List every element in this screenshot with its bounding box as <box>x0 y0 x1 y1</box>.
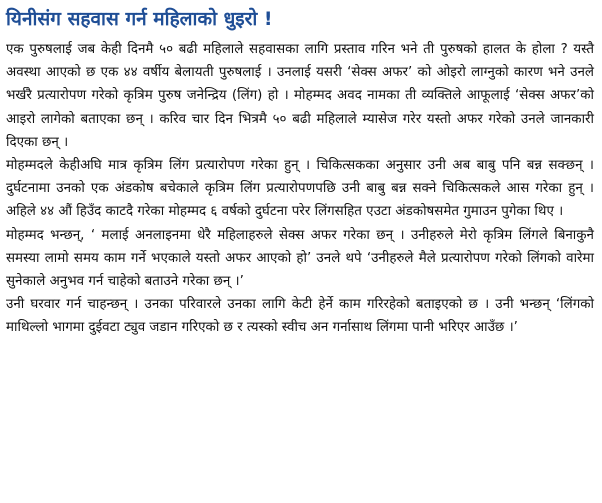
article-paragraph-4: उनी घरवार गर्न चाहन्छन् । उनका परिवारले उनका लागि केटी हेर्ने काम गरिरहेको बताइएको छ । उनी भन्छन् ‘लिंगको माथिल्लो भागमा दुईवटा ट्युव जडान गरिएको छ र त्यस्को स्वीच अन गर्नासाथ लिंगमा पानी भरिएर आउँछ ।’ <box>6 297 594 336</box>
article-title: यिनीसंग सहवास गर्न महिलाको धुइरो ! <box>6 8 273 30</box>
article-body <box>6 38 594 340</box>
article-paragraph-2: मोहम्मदले केहीअघि मात्र कृत्रिम लिंग प्रत्यारोपण गरेका हुन् । चिकित्सकका अनुसार उनी अब बाबु पनि बन्न सक्छन् । दुर्घटनामा उनको एक अंडकोष बचेकाले कृत्रिम लिंग प्रत्यारोपणपछि उनी बाबु बन्न सक्ने चिकित्सकले आस गरेका हुन् । अहिले ४४ औं हिउँद काटदै गरेका मोहम्मद ६ वर्षको दुर्घटना परेर लिंगसहित एउटा अंडकोषसमेत गुमाउन पुगेका थिए । <box>6 158 594 220</box>
article-paragraph-3: मोहम्मद भन्छन्, ‘ मलाई अनलाइनमा धेरै महिलाहरुले सेक्स अफर गरेका छन् । उनीहरुले मेरो कृत्रिम लिंगले बिनाकुनै समस्या लामो समय काम गर्ने भएकाले यस्तो अफर आएको हो’ उनले थपे ‘उनीहरुले मैले प्रत्यारोपण गरेको लिंगको वारेमा सुनेकाले अनुभव गर्न चाहेको बताउने गरेका छन् ।’ <box>6 227 594 290</box>
article-paragraph-1: एक पुरुषलाई जब केही दिनमै ५० बढी महिलाले सहवासका लागि प्रस्ताव गरिन भने ती पुरुषको हालत के होला ? यस्तै अवस्था आएको छ एक ४४ वर्षीय बेलायती पुरुषलाई । उनलाई यसरी ‘सेक्स अफर’ को ओइरो लाग्नुको कारण भने उनले भर्खरै प्रत्यारोपण गरेको कृत्रिम पुरुष जनेन्द्रिय (लिंग) हो । मोहम्मद अवद नामका ती व्यक्तिले आफूलाई ‘सेक्स अफर’को आइरो लागेको बताएका छन् । करिव चार दिन भित्रमै ५० बढी महिलाले म्यासेज गरेर यस्तो अफर गरेको उनले जानकारी दिएका छन् । <box>6 42 594 150</box>
